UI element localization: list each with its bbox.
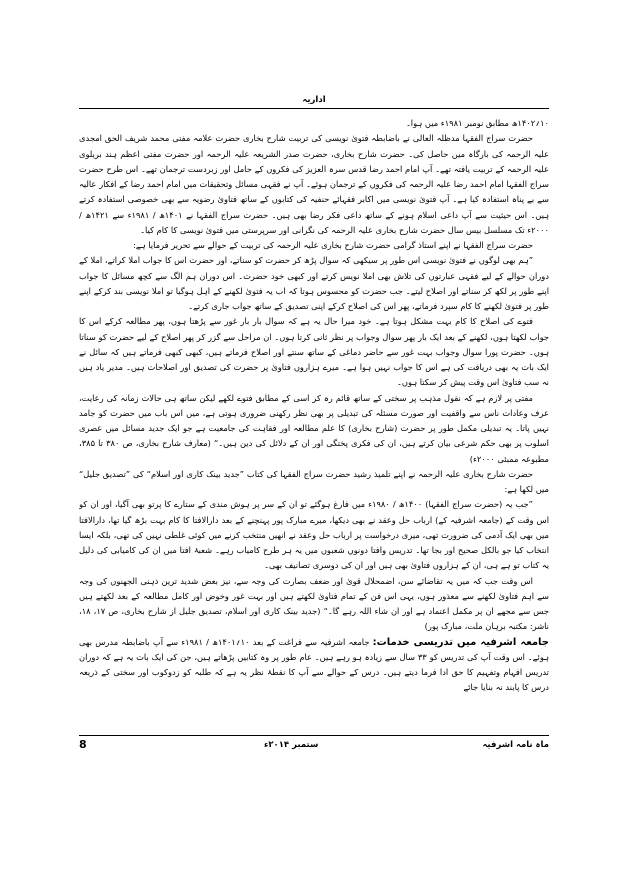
paragraph: حضرت سراج الفقہا نے اپنے استاذ گرامی حضرت شارح بخاری علیہ الرحمہ کی تربیت کے حوالے سے تحریر فرمایا ہے:	[133, 240, 533, 250]
quote-paragraph: ”جب یہ (حضرت سراج الفقہا) ۱۴۰۰ھ / ۱۹۸۰ء میں فارغ ہوگئے تو ان کے سر پر ہوش مندی کے ستارے کا پرتو بھی آگیا، اور ان کو اس وقت کے (جامعہ اشرفیہ کے) ارباب حل وعقد نے بھی دیکھا، میرے مبارک پور پہنچنے کے بعد دارالافتا کا کام بہت بڑھ گیا تھا، دارالافتا میں بھی ایک آدمی کی ضرورت تھی، میری درخواست پر ارباب حل وعقد نے انھیں منتخب کرنے میں کوئی غلطی نہیں کی تھی، بلکہ ایسا انتخاب کیا جو بالکل صحیح اور بجا تھا۔ تدریس وافتا دونوں شعبوں میں یہ ہر طرح کامیاب رہے۔ شعبۂ افتا میں ان کی کامیابی کی دلیل یہ کتاب تو ہے ہی، ان کے ہزاروں فتاویٰ بھی ہیں اور ان کی دوسری تصانیف بھی۔	[79, 499, 549, 571]
paragraph: ۱۰؍۱۴۰۲ھ مطابق نومبر ۱۹۸۱ء میں ہوا۔	[405, 118, 549, 128]
quote-paragraph: اس وقت جب کہ میں یہ تقاضائے سن، اضمحلال قویٰ اور ضعف بصارت کی وجہ سے، نیز بعض شدید ترین ذہنی الجھنوں کی وجہ سے اہم فتاویٰ لکھنے سے معذور ہوں، یہی اس فن کے تمام فتاویٰ لکھتے ہیں اور بہت غور وخوض اور کامل مطالعہ کے بعد لکھتے ہیں جس سے مجھے ان پر مکمل اعتماد ہے اور ان شاء اللہ رہے گا۔“ (جدید بینک کاری اور اسلام، تصدیق جلیل از شارح بخاری، ص ۱۷، ۱۸، ناشر: مکتبہ برہان ملت، مبارک پور)	[79, 575, 549, 632]
quote-paragraph: فتوے کی اصلاح کا کام بہت مشکل ہوتا ہے۔ خود میرا حال یہ ہے کہ سوال بار بار غور سے پڑھتا ہوں، پھر مطالعہ کرکے اس کا جواب لکھتا ہوں، لکھنے کے بعد ایک بار پھر سوال وجواب پر نظر ثانی کرتا ہوں۔ ان مراحل سے گزر کر پھر اصلاح کے لیے حضرت کو سناتا ہوں۔ حضرت پورا سوال وجواب بہت غور سے حاضر دماغی کے ساتھ سنتے اور اصلاح فرماتے ہیں، کبھی کبھی فرماتے ہیں کہ سائل نے ایک بات یہ بھی دریافت کی ہے اس کا جواب نہیں ہوا ہے۔ میرے ہزاروں فتاویٰ پر حضرت کی تصدیق اور اصلاحات ہیں۔ مدیر یاد ہیں نہ سب فتاویٰ اس وقت پیش کر سکتا ہوں۔	[79, 316, 549, 388]
section-heading: جامعہ اشرفیہ میں تدریسی خدمات:	[372, 636, 549, 648]
quote-paragraph: مفتی پر لازم ہے کہ نقول مذہب پر سختی کے ساتھ قائم رہ کر اسی کے مطابق فتوے لکھے لیکن ساتھ ہی حالات زمانہ کی رعایت، عرف وعادات ناس سے واقفیت اور صورت مسئلہ کی تبدیلی پر بھی نظر رکھنی ضروری ہوتی ہے، میں اس باب میں حضرت کو جامد نہیں پاتا۔ یہ تبدیلی مکمل طور پر حضرت (شارح بخاری) کا علم مطالعہ اور فقاہت کی جامعیت ہے جو ایک جدید مسائل میں عصری اسلوب پر بھی حکم شرعی بیان کرتے ہیں، ان کی فکری پختگی اور ان کے دلائل کی دین ہیں۔“ (معارف شارح بخاری، ص ۳۸۰ تا ۳۸۵، مطبوعہ ممبئی ۲۰۰۰ء)	[79, 392, 549, 464]
paragraph: حضرت سراج الفقہا مدظلہ العالی نے باضابطہ فتویٰ نویسی کی تربیت شارح بخاری حضرت علامہ مفتی محمد شریف الحق امجدی علیہ الرحمہ کی بارگاہ میں حاصل کی۔ حضرت شارح بخاری، حضرت صدر الشریعہ علیہ الرحمہ اور حضرت مفتی اعظم ہند بریلوی علیہ الرحمہ کے تربیت یافتہ تھے۔ آپ امام احمد رضا قدس سرہ العزیز کی فکروں کے حامل اور زبردست ترجمان تھے۔ اس طرح حضرت سراج الفقہا امام احمد رضا علیہ الرحمہ کی فکروں کے ترجمان ہوئے۔ آپ نے فقہی مسائل وتحقیقات میں امام احمد رضا کے افکار عالیہ سے بے پناہ استفادہ کیا ہے۔ آپ فتویٰ نویسی میں اکابر فقہائے حنفیہ کی کتابوں کے ساتھ فتاویٰ رضویہ سے بھی خصوصی استفادہ کرتے ہیں۔ اس حیثیت سے آپ داعی اسلام ہونے کے ساتھ داعی فکر رضا بھی ہیں۔ حضرت سراج الفقہا نے ۱۴۰۱ھ / ۱۹۸۱ء سے ۱۴۲۱ھ / ۲۰۰۰ء تک مسلسل بیس سال حضرت شارح بخاری علیہ الرحمہ کی نگرانی اور سرپرستی میں فتویٰ نویسی کا کام کیا۔	[79, 133, 549, 235]
magazine-name: ماہ نامہ اشرفیہ	[482, 740, 549, 750]
page-footer	[79, 737, 549, 753]
section-text: جامعہ اشرفیہ سے فراغت کے بعد ۱۰؍۱۴۰۱ھ / ۱۹۸۱ء سے آپ باضابطہ مدرس بھی ہوئے۔ اس وقت آپ کی تدریس کو ۳۳ سال سے زیادہ ہو رہے ہیں۔ عام طور پر وہ کتابیں پڑھاتے ہیں، جن کی ایک بات یہ ہے کہ دوران تدریس افہام وتفہیم کا حق ادا فرما دیتے ہیں۔ درس کے حوالے سے آپ کا نقطۂ نظر یہ ہے کہ طلبہ کو زدوکوب اور سختی کے ذریعہ درس کا پابند نہ بنایا جائے	[79, 636, 549, 693]
quote-paragraph: ”ہم بھی لوگوں نے فتویٰ نویسی اس طور پر سیکھی کہ سوال پڑھ کر حضرت کو سناتے، اور حضرت اس کا جواب املا کراتے، املا کے دوران حوالے کے لیے فقہی عبارتوں کی تلاش بھی املا نویس کرتے اور کبھی خود حضرت۔ اس دوران ہم الگ سے کچھ مسائل کا جواب اپنے طور پر لکھ کر سناتے اور اصلاح لیتے۔ جب حضرت کو محسوس ہوتا کہ اب یہ فتویٰ لکھنے کے اہل ہوگیا تو املا نویسی بند کرکے اپنے طور پر فتویٰ لکھنے کا کام سپرد فرماتے، پھر اس کی اصلاح کرکے اپنی تصدیق کے ساتھ جواب جاری کرتے۔	[79, 255, 549, 311]
section-paragraph	[79, 635, 549, 696]
article-body	[79, 116, 549, 726]
issue-date: ستمبر ۲۰۱۴ء	[264, 740, 319, 750]
page	[79, 94, 549, 751]
header-divider	[79, 108, 549, 109]
footer-divider	[79, 735, 549, 736]
page-number: 8	[79, 738, 87, 751]
page-title: اداریہ	[302, 95, 326, 105]
paragraph: حضرت شارح بخاری علیہ الرحمہ نے اپنے تلمیذ رشید حضرت سراج الفقہا کی کتاب ”جدید بینک کاری اور اسلام“ کی ”تصدیق جلیل“ میں لکھا ہے:	[79, 468, 549, 494]
